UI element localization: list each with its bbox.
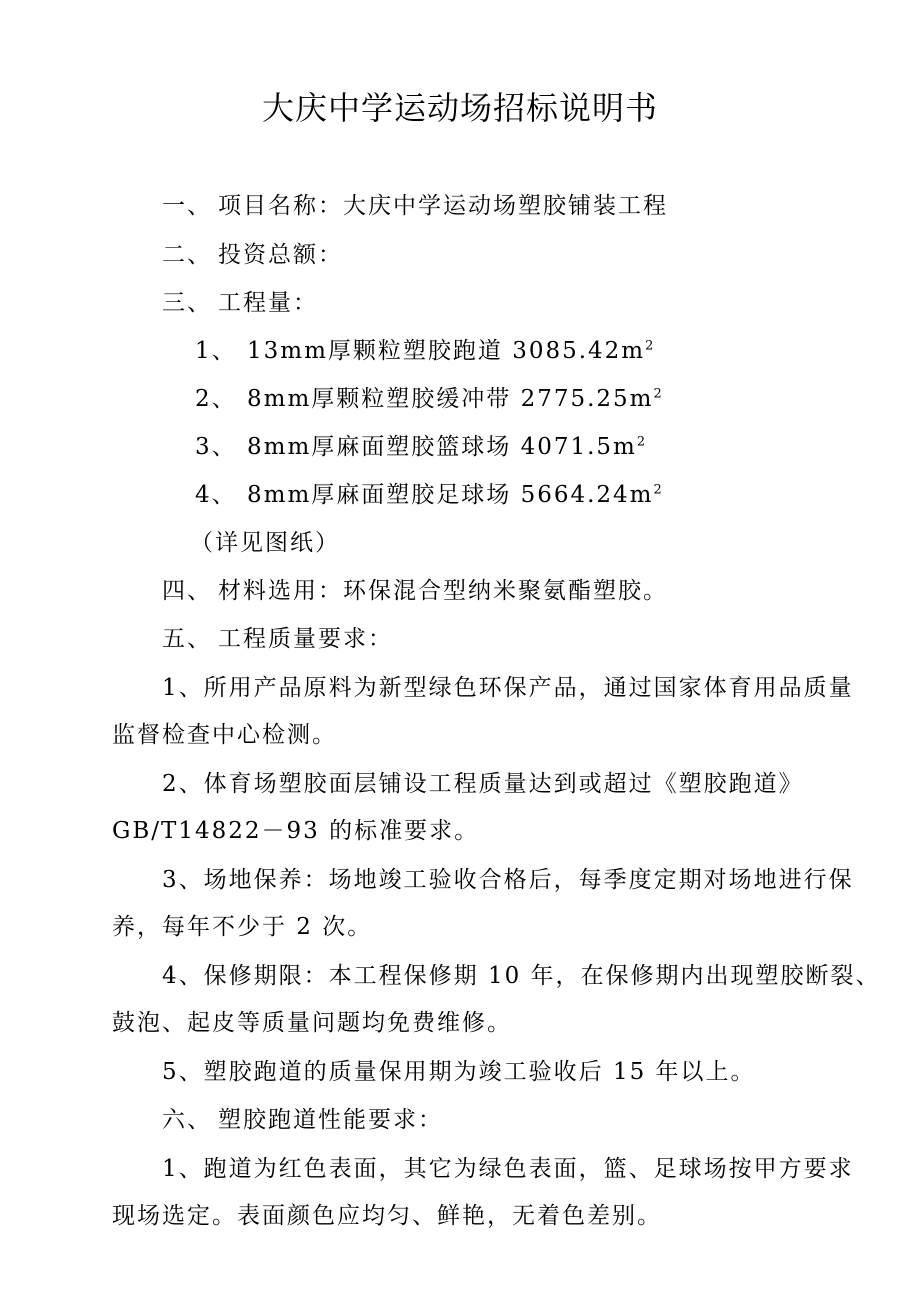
- quality-paragraph: [112, 768, 834, 862]
- superscript: 2: [653, 482, 664, 498]
- paragraph-line: 3、场地保养：场地竣工验收合格后，每季度定期对场地进行保: [162, 867, 854, 893]
- quality-paragraph: [112, 1056, 834, 1103]
- item-number: 3、: [195, 434, 237, 460]
- quantity-item: [195, 335, 655, 367]
- quantity-item: [195, 431, 647, 463]
- item-text: 8mm厚麻面塑胶篮球场 4071.5m: [247, 434, 637, 460]
- section-number: 六、: [162, 1107, 212, 1133]
- paragraph-line: 5、塑胶跑道的质量保用期为竣工验收后 15 年以上。: [162, 1059, 756, 1085]
- section-text: 材料选用：环保混合型纳米聚氨酯塑胶。: [218, 578, 668, 604]
- section-materials: [162, 575, 668, 607]
- drawing-note: （详见图纸）: [190, 530, 340, 556]
- item-number: 1、: [195, 338, 237, 364]
- quality-paragraph: [112, 672, 854, 766]
- section-text: 工程量：: [218, 290, 318, 316]
- paragraph-line: 监督检查中心检测。: [112, 722, 337, 748]
- quantity-item: [195, 479, 664, 511]
- superscript: 2: [645, 338, 656, 354]
- item-text: 8mm厚颗粒塑胶缓冲带 2775.25m: [247, 386, 654, 412]
- section-performance: [162, 1104, 443, 1136]
- section-number: 三、: [162, 290, 212, 316]
- section-number: 一、: [162, 193, 212, 219]
- section-text: 塑胶跑道性能要求：: [218, 1107, 443, 1133]
- section-number: 四、: [162, 578, 212, 604]
- superscript: 2: [653, 386, 664, 402]
- item-text: 8mm厚麻面塑胶足球场 5664.24m: [247, 482, 654, 508]
- item-number: 4、: [195, 482, 237, 508]
- section-investment: [162, 239, 343, 271]
- paragraph-line: 1、所用产品原料为新型绿色环保产品，通过国家体育用品质量: [162, 675, 854, 701]
- section-quantities: [162, 287, 318, 319]
- section-quality: [162, 623, 393, 655]
- superscript: 2: [636, 434, 648, 450]
- paragraph-line: GB/T14822－93 的标准要求。: [112, 818, 480, 844]
- section-project-name: [162, 190, 668, 222]
- quality-paragraph: [112, 960, 881, 1054]
- paragraph-line: 2、体育场塑胶面层铺设工程质量达到或超过《塑胶跑道》: [162, 771, 804, 797]
- section-text: 工程质量要求：: [218, 626, 393, 652]
- quality-paragraph: [112, 864, 854, 958]
- section-text: 项目名称：大庆中学运动场塑胶铺装工程: [218, 193, 668, 219]
- section-number: 二、: [162, 242, 212, 268]
- paragraph-line: 鼓泡、起皮等质量问题均免费维修。: [112, 1010, 512, 1036]
- performance-paragraph: [112, 1153, 854, 1247]
- section-number: 五、: [162, 626, 212, 652]
- item-number: 2、: [195, 386, 237, 412]
- paragraph-line: 养，每年不少于 2 次。: [112, 914, 373, 940]
- section-text: 投资总额：: [218, 242, 343, 268]
- paragraph-line: 4、保修期限：本工程保修期 10 年，在保修期内出现塑胶断裂、: [162, 963, 881, 989]
- item-text: 13mm厚颗粒塑胶跑道 3085.42m: [247, 338, 646, 364]
- paragraph-line: 1、跑道为红色表面，其它为绿色表面，篮、足球场按甲方要求: [162, 1156, 854, 1182]
- quantity-item: [195, 383, 664, 415]
- paragraph-line: 现场选定。表面颜色应均匀、鲜艳，无着色差别。: [112, 1203, 662, 1229]
- page-title: 大庆中学运动场招标说明书: [261, 89, 658, 127]
